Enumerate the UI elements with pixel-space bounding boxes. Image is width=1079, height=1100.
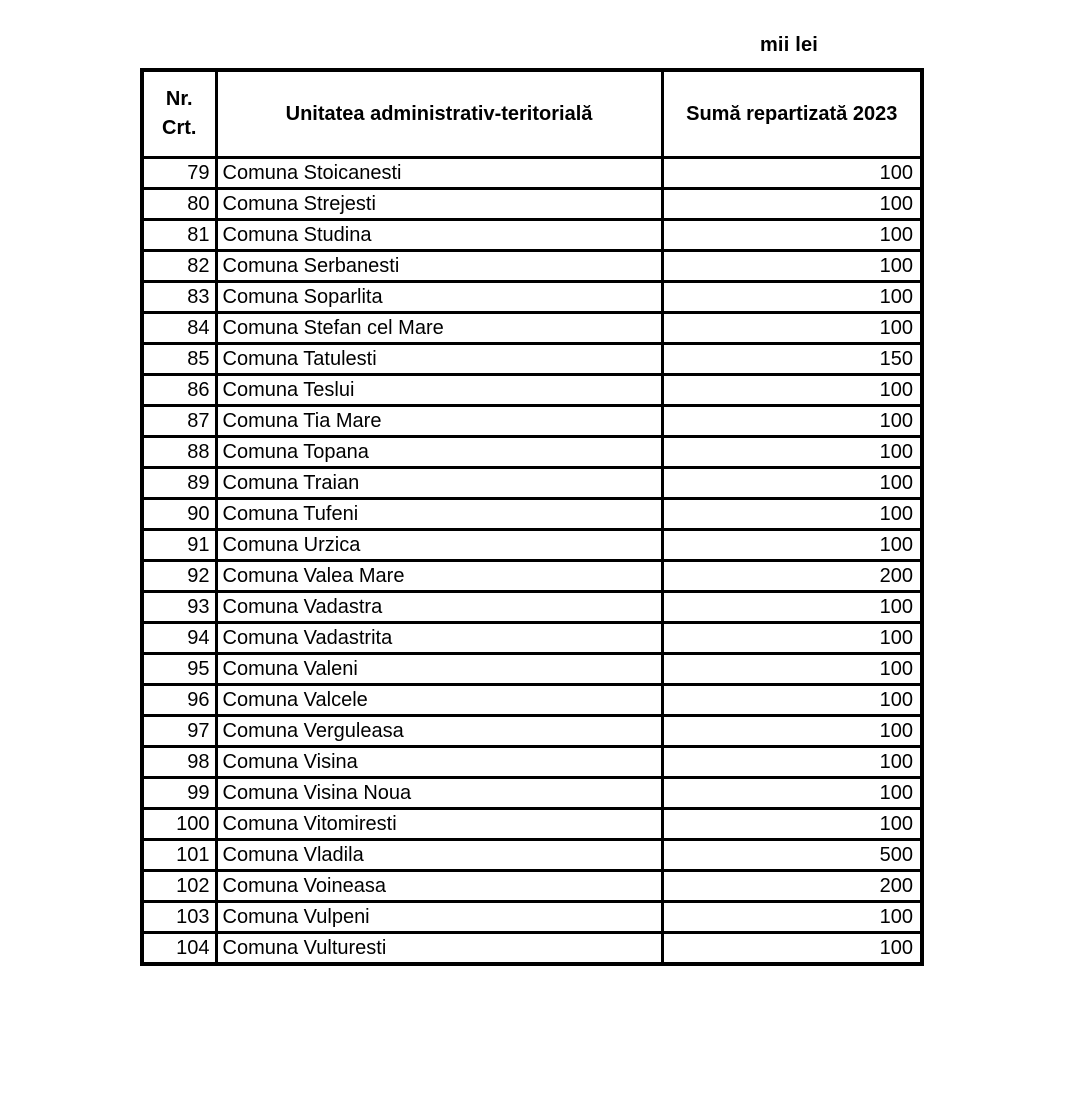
- sum-cell: 500: [662, 840, 922, 871]
- sum-cell: 100: [662, 654, 922, 685]
- table-row: [142, 778, 922, 809]
- table-row: [142, 654, 922, 685]
- table-row: [142, 561, 922, 592]
- commune-name-cell: Comuna Stoicanesti: [216, 158, 662, 189]
- row-number-cell: 92: [142, 561, 216, 592]
- row-number-cell: 95: [142, 654, 216, 685]
- commune-name-cell: Comuna Verguleasa: [216, 716, 662, 747]
- table-row: [142, 933, 922, 965]
- commune-name-cell: Comuna Vadastrita: [216, 623, 662, 654]
- table-row: [142, 375, 922, 406]
- row-number-cell: 85: [142, 344, 216, 375]
- table-row: [142, 716, 922, 747]
- table-row: [142, 282, 922, 313]
- row-number-cell: 99: [142, 778, 216, 809]
- row-number-cell: 96: [142, 685, 216, 716]
- table-row: [142, 530, 922, 561]
- commune-name-cell: Comuna Vulpeni: [216, 902, 662, 933]
- unit-label: mii lei: [759, 34, 819, 56]
- table-row: [142, 871, 922, 902]
- table-header: [142, 70, 922, 158]
- sum-cell: 200: [662, 561, 922, 592]
- sum-cell: 100: [662, 251, 922, 282]
- commune-name-cell: Comuna Serbanesti: [216, 251, 662, 282]
- row-number-cell: 101: [142, 840, 216, 871]
- row-number-cell: 87: [142, 406, 216, 437]
- sum-cell: 100: [662, 313, 922, 344]
- sum-cell: 100: [662, 189, 922, 220]
- sum-cell: 100: [662, 158, 922, 189]
- commune-name-cell: Comuna Visina Noua: [216, 778, 662, 809]
- commune-name-cell: Comuna Valcele: [216, 685, 662, 716]
- commune-name-cell: Comuna Studina: [216, 220, 662, 251]
- row-number-cell: 100: [142, 809, 216, 840]
- row-number-cell: 104: [142, 933, 216, 965]
- sum-cell: 100: [662, 437, 922, 468]
- sum-cell: 100: [662, 685, 922, 716]
- sum-cell: 100: [662, 623, 922, 654]
- commune-name-cell: Comuna Vitomiresti: [216, 809, 662, 840]
- table-row: [142, 251, 922, 282]
- commune-name-cell: Comuna Tatulesti: [216, 344, 662, 375]
- commune-name-cell: Comuna Topana: [216, 437, 662, 468]
- commune-name-cell: Comuna Tia Mare: [216, 406, 662, 437]
- table-row: [142, 623, 922, 654]
- row-number-cell: 89: [142, 468, 216, 499]
- row-number-cell: 83: [142, 282, 216, 313]
- row-number-cell: 103: [142, 902, 216, 933]
- sum-cell: 100: [662, 406, 922, 437]
- sum-cell: 100: [662, 499, 922, 530]
- header-suma-repartizata: Sumă repartizată 2023: [662, 70, 922, 158]
- table-row: [142, 158, 922, 189]
- sum-cell: 100: [662, 530, 922, 561]
- commune-name-cell: Comuna Vulturesti: [216, 933, 662, 965]
- row-number-cell: 97: [142, 716, 216, 747]
- table-row: [142, 313, 922, 344]
- row-number-cell: 86: [142, 375, 216, 406]
- commune-name-cell: Comuna Tufeni: [216, 499, 662, 530]
- table-body: [142, 158, 922, 965]
- header-nr-crt: Nr. Crt.: [142, 70, 216, 158]
- table-row: [142, 344, 922, 375]
- table-row: [142, 189, 922, 220]
- commune-name-cell: Comuna Vladila: [216, 840, 662, 871]
- row-number-cell: 79: [142, 158, 216, 189]
- commune-name-cell: Comuna Traian: [216, 468, 662, 499]
- row-number-cell: 98: [142, 747, 216, 778]
- table-row: [142, 220, 922, 251]
- sum-cell: 100: [662, 933, 922, 965]
- commune-name-cell: Comuna Soparlita: [216, 282, 662, 313]
- table-row: [142, 406, 922, 437]
- sum-cell: 200: [662, 871, 922, 902]
- commune-name-cell: Comuna Teslui: [216, 375, 662, 406]
- header-row: [142, 70, 922, 158]
- row-number-cell: 91: [142, 530, 216, 561]
- commune-name-cell: Comuna Urzica: [216, 530, 662, 561]
- row-number-cell: 80: [142, 189, 216, 220]
- sum-cell: 100: [662, 716, 922, 747]
- row-number-cell: 93: [142, 592, 216, 623]
- commune-name-cell: Comuna Visina: [216, 747, 662, 778]
- table-row: [142, 840, 922, 871]
- commune-name-cell: Comuna Valeni: [216, 654, 662, 685]
- table-row: [142, 685, 922, 716]
- table-row: [142, 499, 922, 530]
- commune-name-cell: Comuna Valea Mare: [216, 561, 662, 592]
- sum-cell: 100: [662, 375, 922, 406]
- sum-cell: 100: [662, 220, 922, 251]
- sum-cell: 100: [662, 747, 922, 778]
- sum-cell: 100: [662, 468, 922, 499]
- sum-cell: 150: [662, 344, 922, 375]
- commune-name-cell: Comuna Vadastra: [216, 592, 662, 623]
- table-row: [142, 592, 922, 623]
- header-uat: Unitatea administrativ-teritorială: [216, 70, 662, 158]
- commune-name-cell: Comuna Stefan cel Mare: [216, 313, 662, 344]
- commune-name-cell: Comuna Voineasa: [216, 871, 662, 902]
- row-number-cell: 102: [142, 871, 216, 902]
- table-row: [142, 747, 922, 778]
- table-row: [142, 902, 922, 933]
- sum-cell: 100: [662, 592, 922, 623]
- table-row: [142, 809, 922, 840]
- sum-cell: 100: [662, 902, 922, 933]
- row-number-cell: 81: [142, 220, 216, 251]
- row-number-cell: 84: [142, 313, 216, 344]
- sum-cell: 100: [662, 778, 922, 809]
- commune-name-cell: Comuna Strejesti: [216, 189, 662, 220]
- sum-cell: 100: [662, 809, 922, 840]
- row-number-cell: 94: [142, 623, 216, 654]
- table-row: [142, 437, 922, 468]
- row-number-cell: 88: [142, 437, 216, 468]
- sum-cell: 100: [662, 282, 922, 313]
- table-row: [142, 468, 922, 499]
- row-number-cell: 90: [142, 499, 216, 530]
- allocation-table: [140, 68, 924, 966]
- row-number-cell: 82: [142, 251, 216, 282]
